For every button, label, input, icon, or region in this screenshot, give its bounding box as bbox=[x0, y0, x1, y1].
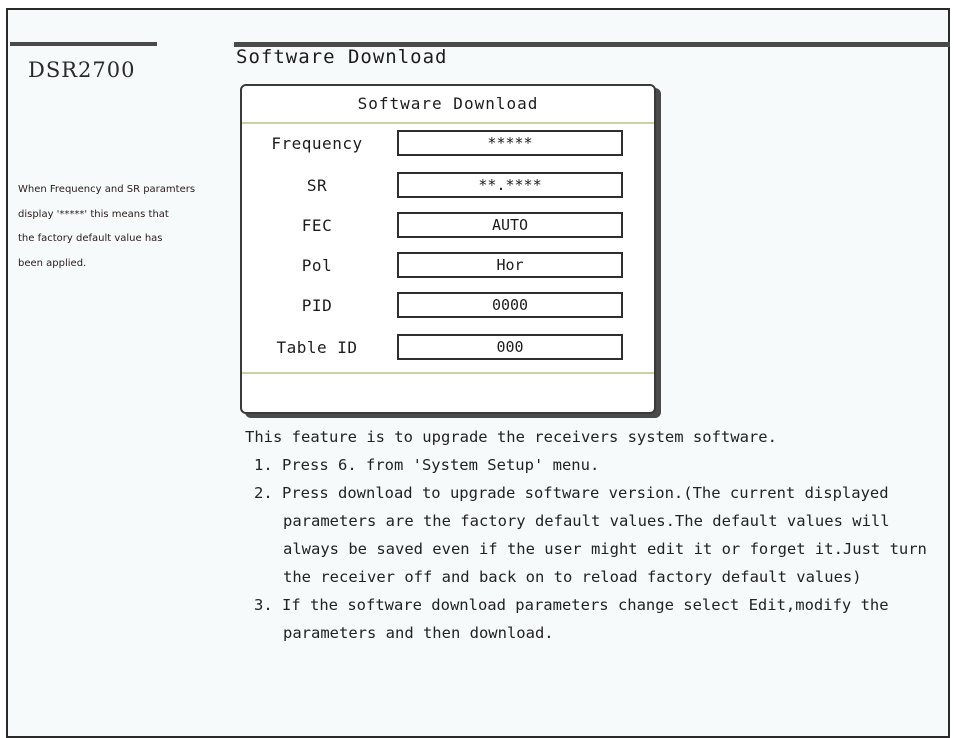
instruction-step: 1. Press 6. from 'System Setup' menu. bbox=[254, 456, 600, 474]
header-rule-left bbox=[10, 42, 157, 46]
pol-label: Pol bbox=[301, 256, 333, 275]
table-id-row bbox=[242, 334, 654, 364]
fec-row bbox=[242, 212, 654, 242]
software-download-dialog bbox=[240, 84, 656, 414]
instruction-step: 3. If the software download parameters change select Edit,modify the bbox=[254, 596, 889, 614]
fec-field[interactable]: AUTO bbox=[397, 212, 623, 238]
pid-row bbox=[242, 292, 654, 322]
side-note-line: display '*****' this means that bbox=[18, 208, 169, 220]
side-note-line: been applied. bbox=[18, 257, 87, 269]
pol-field[interactable]: Hor bbox=[397, 252, 623, 278]
pol-row bbox=[242, 252, 654, 282]
frequency-label: Frequency bbox=[271, 134, 363, 153]
sr-field[interactable]: **.**** bbox=[397, 172, 623, 198]
sr-label: SR bbox=[306, 176, 328, 195]
side-note-line: the factory default value has bbox=[18, 233, 163, 244]
pid-label: PID bbox=[301, 296, 333, 315]
sr-row bbox=[242, 172, 654, 202]
instructions-intro: This feature is to upgrade the receivers system software. bbox=[245, 428, 777, 446]
side-note bbox=[18, 178, 230, 276]
table-id-label: Table ID bbox=[276, 338, 358, 357]
side-note-line: When Frequency and SR paramters bbox=[18, 184, 196, 195]
table-id-field[interactable]: 000 bbox=[397, 334, 623, 360]
instruction-step-continued: parameters are the factory default values.The default values will bbox=[283, 512, 890, 530]
fec-label: FEC bbox=[301, 216, 333, 235]
instruction-step-continued: parameters and then download. bbox=[283, 624, 554, 642]
section-title: Software Download bbox=[236, 46, 448, 68]
model-name: DSR2700 bbox=[28, 58, 136, 82]
dialog-footer-divider bbox=[242, 372, 654, 374]
instruction-step-continued: always be saved even if the user might edit it or forget it.Just turn bbox=[283, 540, 927, 558]
dialog-title: Software Download bbox=[357, 94, 539, 113]
frequency-field[interactable]: ***** bbox=[397, 130, 623, 156]
frequency-row bbox=[242, 130, 654, 160]
dialog-title-divider bbox=[242, 122, 654, 124]
instruction-step: 2. Press download to upgrade software version.(The current displayed bbox=[254, 484, 889, 502]
pid-field[interactable]: 0000 bbox=[397, 292, 623, 318]
instruction-step-continued: the receiver off and back on to reload factory default values) bbox=[283, 568, 862, 586]
